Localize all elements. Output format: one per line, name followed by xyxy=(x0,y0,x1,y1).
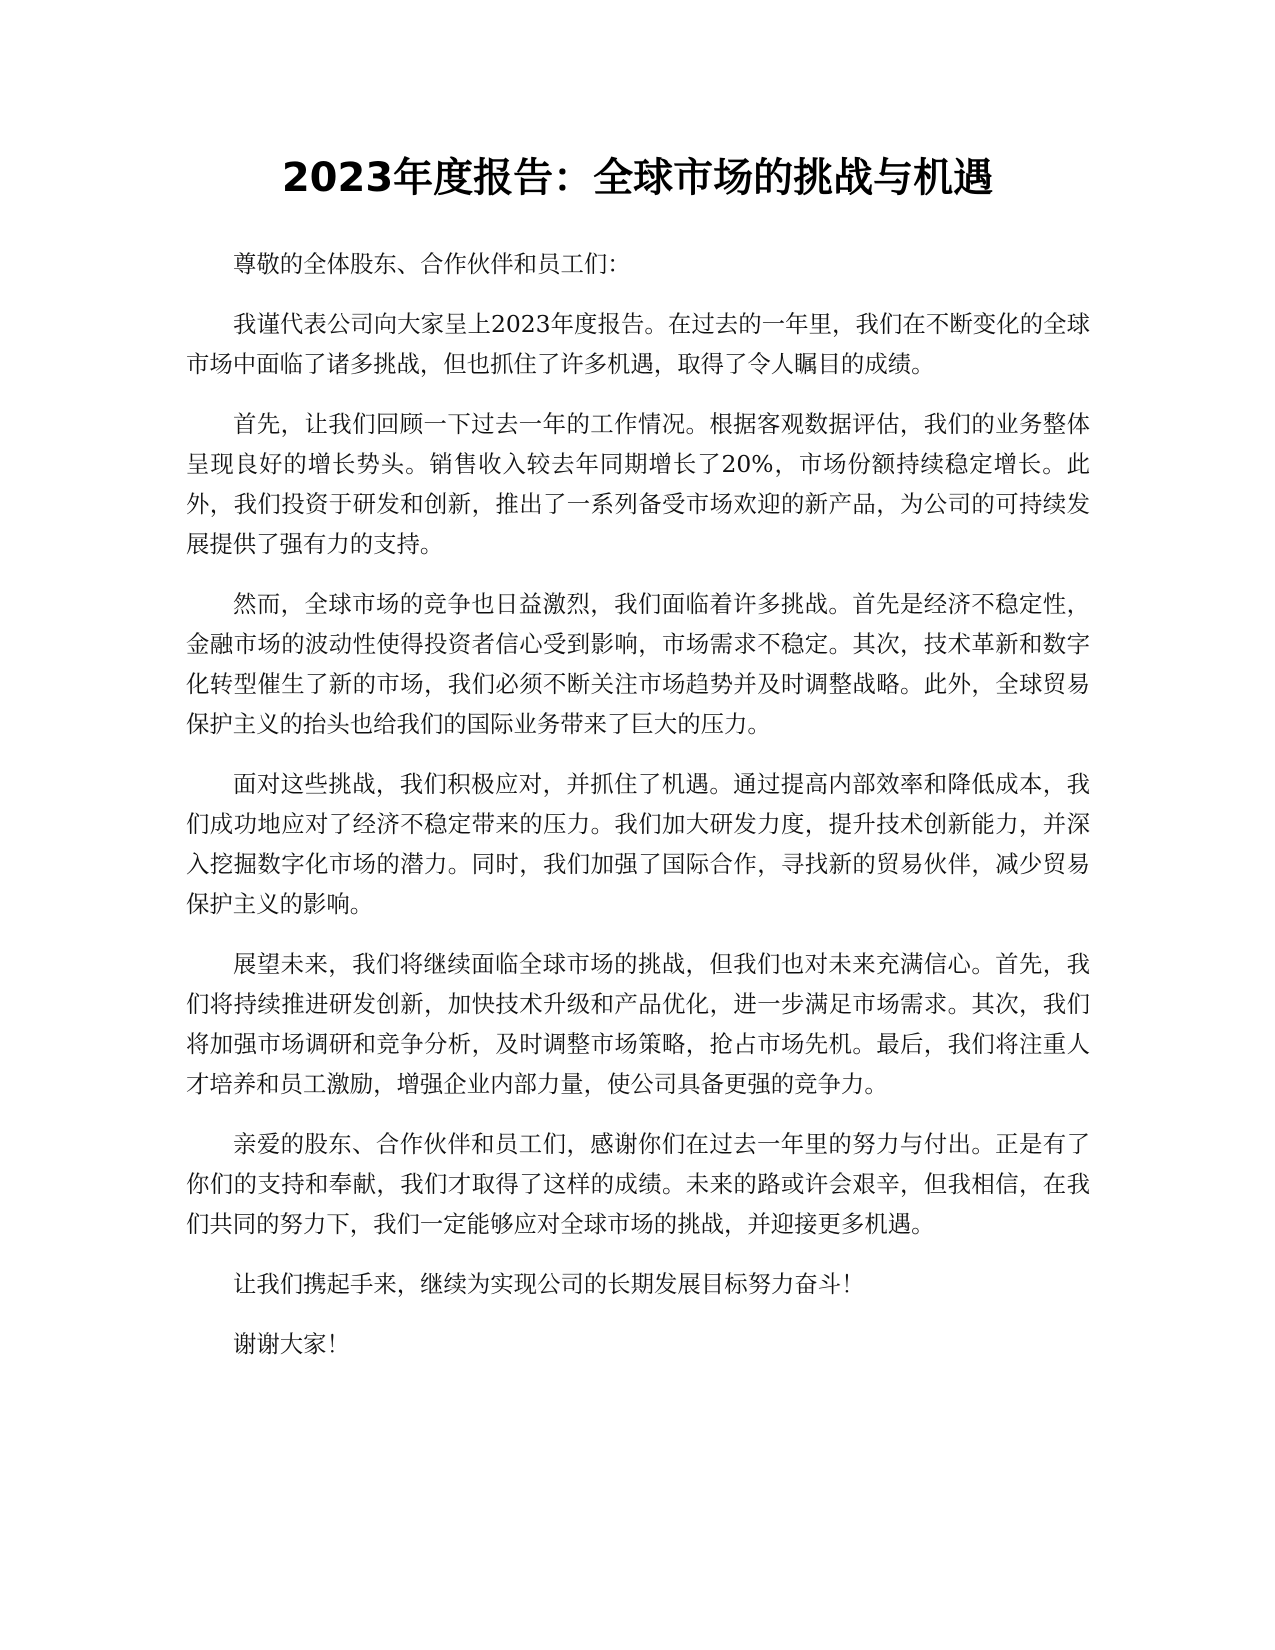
paragraph-greeting: 尊敬的全体股东、合作伙伴和员工们： xyxy=(233,250,631,278)
paragraph-call-to-action: 让我们携起手来，继续为实现公司的长期发展目标努力奋斗！ xyxy=(233,1270,865,1298)
paragraph-introduction: 我谨代表公司向大家呈上2023年度报告。在过去的一年里，我们在不断变化的全球市场中面临了诸多挑战，但也抓住了许多机遇，取得了令人瞩目的成绩。 xyxy=(186,310,1090,378)
document-body xyxy=(186,244,1090,1384)
paragraph-outlook: 展望未来，我们将继续面临全球市场的挑战，但我们也对未来充满信心。首先，我们将持续推进研发创新，加快技术升级和产品优化，进一步满足市场需求。其次，我们将加强市场调研和竞争分析，及时调整市场策略，抢占市场先机。最后，我们将注重人才培养和员工激励，增强企业内部力量，使公司具备更强的竞争力。 xyxy=(186,950,1090,1098)
document-title: 2023年度报告：全球市场的挑战与机遇 xyxy=(281,155,994,201)
paragraph-review: 首先，让我们回顾一下过去一年的工作情况。根据客观数据评估，我们的业务整体呈现良好的增长势头。销售收入较去年同期增长了20%，市场份额持续稳定增长。此外，我们投资于研发和创新，推出了一系列备受市场欢迎的新产品，为公司的可持续发展提供了强有力的支持。 xyxy=(186,410,1090,558)
paragraph-closing: 谢谢大家！ xyxy=(233,1330,350,1358)
paragraph-challenges: 然而，全球市场的竞争也日益激烈，我们面临着许多挑战。首先是经济不稳定性，金融市场的波动性使得投资者信心受到影响，市场需求不稳定。其次，技术革新和数字化转型催生了新的市场，我们必须不断关注市场趋势并及时调整战略。此外，全球贸易保护主义的抬头也给我们的国际业务带来了巨大的压力。 xyxy=(186,590,1090,738)
paragraph-response: 面对这些挑战，我们积极应对，并抓住了机遇。通过提高内部效率和降低成本，我们成功地应对了经济不稳定带来的压力。我们加大研发力度，提升技术创新能力，并深入挖掘数字化市场的潜力。同时，我们加强了国际合作，寻找新的贸易伙伴，减少贸易保护主义的影响。 xyxy=(186,770,1090,918)
paragraph-thanks: 亲爱的股东、合作伙伴和员工们，感谢你们在过去一年里的努力与付出。正是有了你们的支持和奉献，我们才取得了这样的成绩。未来的路或许会艰辛，但我相信，在我们共同的努力下，我们一定能够应对全球市场的挑战，并迎接更多机遇。 xyxy=(186,1130,1090,1238)
